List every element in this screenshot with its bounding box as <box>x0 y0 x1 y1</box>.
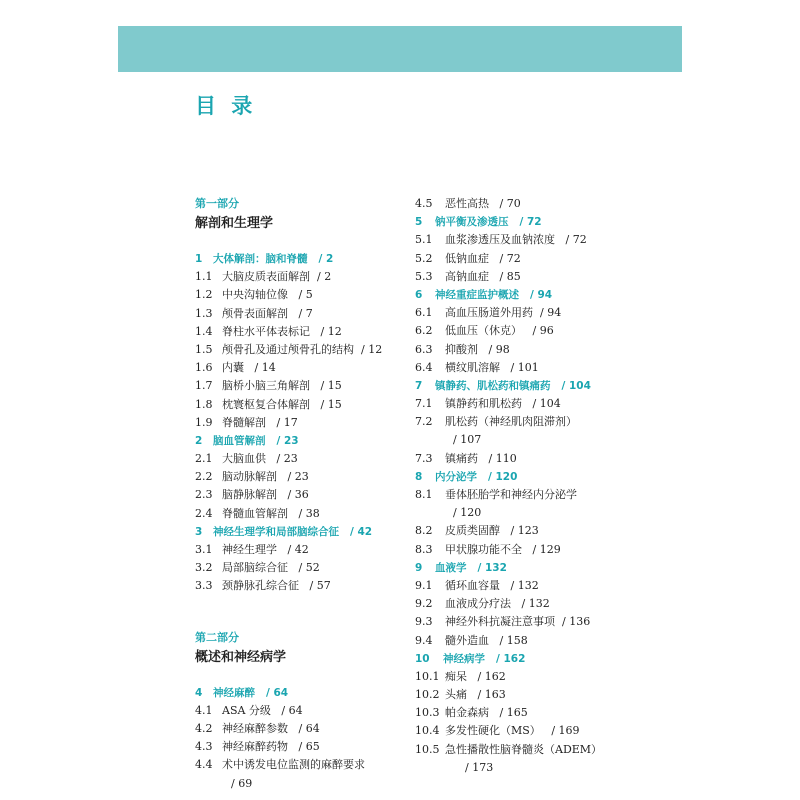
section-title: 镇静药和肌松药 <box>445 397 522 411</box>
toc-section-9-1[interactable] <box>415 577 665 595</box>
chapter-title: 血液学 <box>435 561 467 574</box>
section-number: 6.1 <box>415 306 433 320</box>
toc-section-9-3[interactable] <box>415 613 665 631</box>
section-number: 1.9 <box>195 415 213 429</box>
toc-section-7-3[interactable] <box>415 450 665 468</box>
page-ref: / 98 <box>488 342 510 356</box>
section-number: 2.4 <box>195 506 213 520</box>
section-number: 10.3 <box>415 706 440 720</box>
section-title: 神经麻醉药物 <box>222 740 288 754</box>
section-number: 4.2 <box>195 721 213 735</box>
page-ref: / 104 <box>532 397 561 411</box>
page-ref: / 69 <box>231 776 253 790</box>
page-ref: / 173 <box>465 760 494 774</box>
toc-column-right <box>415 195 665 777</box>
toc-section-10-5[interactable] <box>415 741 665 759</box>
toc-chapter-6[interactable] <box>415 286 665 304</box>
chapter-number: 2 <box>195 434 203 447</box>
chapter-number: 1 <box>195 253 203 265</box>
page-ref: / 94 <box>529 288 553 301</box>
page-ref: / 169 <box>551 724 580 738</box>
toc-column-left <box>195 195 405 793</box>
toc-chapter-2[interactable] <box>195 432 405 450</box>
section-number: 1.4 <box>195 324 213 338</box>
part-title: 解剖和生理学 <box>195 216 274 231</box>
page-ref: / 104 <box>561 379 591 392</box>
page-ref: / 64 <box>265 686 289 699</box>
section-title: 横纹肌溶解 <box>445 360 500 374</box>
toc-section-10-2[interactable] <box>415 686 665 704</box>
section-number: 10.1 <box>415 669 440 683</box>
toc-section-1-2[interactable] <box>195 286 405 304</box>
section-title: 脑动脉解剖 <box>222 470 277 484</box>
toc-section-3-3[interactable] <box>195 577 405 595</box>
chapter-title: 神经麻醉 <box>213 686 255 699</box>
toc-section-8-1[interactable] <box>415 486 665 504</box>
chapter-number: 8 <box>415 470 423 483</box>
toc-chapter-5[interactable] <box>415 213 665 231</box>
page-ref: / 163 <box>477 688 506 702</box>
section-title: 血液成分疗法 <box>445 597 511 611</box>
section-title: 术中诱发电位监测的麻醉要求 <box>222 758 365 772</box>
toc-section-6-4[interactable] <box>415 359 665 377</box>
toc-section-3-1[interactable] <box>195 541 405 559</box>
section-title: 神经外科抗凝注意事项 <box>445 615 555 629</box>
toc-section-10-1[interactable] <box>415 668 665 686</box>
section-title: 脑静脉解剖 <box>222 488 277 502</box>
toc-chapter-7[interactable] <box>415 377 665 395</box>
chapter-number: 6 <box>415 288 423 301</box>
section-title: 高钠血症 <box>445 269 489 283</box>
page-ref: / 136 <box>562 615 591 629</box>
section-number: 6.2 <box>415 324 433 338</box>
section-number: 1.7 <box>195 379 213 393</box>
toc-section-4-1[interactable] <box>195 702 405 720</box>
toc-chapter-3[interactable] <box>195 523 405 541</box>
page-ref: / 165 <box>499 706 528 720</box>
section-title: 低钠血症 <box>445 251 489 265</box>
section-number: 6.3 <box>415 342 433 356</box>
toc-chapter-8[interactable] <box>415 468 665 486</box>
toc-section-5-3[interactable] <box>415 268 665 286</box>
page-ref: / 72 <box>565 233 587 247</box>
toc-section-10-3[interactable] <box>415 704 665 722</box>
toc-section-8-3[interactable] <box>415 541 665 559</box>
section-title: 脑桥小脑三角解剖 <box>222 379 310 393</box>
section-number: 9.3 <box>415 615 433 629</box>
page-ref: / 64 <box>298 721 320 735</box>
toc-section-2-2[interactable] <box>195 468 405 486</box>
section-number: 2.3 <box>195 488 213 502</box>
toc-section-6-3[interactable] <box>415 341 665 359</box>
page-ref: / 23 <box>287 470 309 484</box>
page-ref: / 42 <box>349 525 373 538</box>
page-ref: / 57 <box>309 579 331 593</box>
toc-section-10-4[interactable] <box>415 722 665 740</box>
section-number: 9.4 <box>415 633 433 647</box>
section-number: 7.2 <box>415 415 433 429</box>
section-title: ASA 分级 <box>222 703 271 717</box>
chapter-title: 内分泌学 <box>435 470 477 483</box>
section-number: 10.4 <box>415 724 440 738</box>
section-number: 5.1 <box>415 233 433 247</box>
section-number: 4.1 <box>195 703 213 717</box>
toc-section-6-1[interactable] <box>415 304 665 322</box>
section-number: 8.2 <box>415 524 433 538</box>
chapter-number: 4 <box>195 686 203 699</box>
section-number: 3.1 <box>195 543 213 556</box>
section-number: 8.3 <box>415 542 433 556</box>
toc-section-9-2[interactable] <box>415 595 665 613</box>
section-title: 脊髓解剖 <box>222 415 266 429</box>
page-ref: / 12 <box>320 324 342 338</box>
page-ref: / 129 <box>532 542 561 556</box>
toc-section-4-5[interactable] <box>415 195 665 213</box>
section-number: 5.3 <box>415 269 433 283</box>
page-ref: / 120 <box>487 470 518 483</box>
page-ref: / 7 <box>298 306 313 320</box>
section-number: 1.8 <box>195 397 213 411</box>
toc-section-2-3[interactable] <box>195 486 405 504</box>
page-ref: / 12 <box>361 342 383 356</box>
section-number: 1.1 <box>195 270 213 284</box>
section-title: 局部脑综合征 <box>222 561 288 575</box>
part-label: 第一部分 <box>195 197 239 210</box>
page-ref: / 94 <box>540 306 562 320</box>
toc-chapter-4[interactable] <box>195 684 405 702</box>
page-ref: / 96 <box>532 324 554 338</box>
page-ref: / 72 <box>519 216 542 229</box>
section-title: 髓外造血 <box>445 633 489 647</box>
section-title: 急性播散性脑脊髓炎（ADEM） <box>445 742 603 756</box>
section-number: 3.3 <box>195 579 213 593</box>
section-title: 神经麻醉参数 <box>222 721 288 735</box>
section-title: 内囊 <box>222 361 244 375</box>
part-title: 概述和神经病学 <box>195 649 287 665</box>
section-number: 2.1 <box>195 452 213 466</box>
section-title: 枕寰枢复合体解剖 <box>222 397 310 411</box>
toc-section-1-1[interactable] <box>195 268 405 286</box>
chapter-number: 5 <box>415 216 423 229</box>
section-title: 颈静脉孔综合征 <box>222 579 299 593</box>
page-ref: / 2 <box>317 270 332 284</box>
page-ref: / 120 <box>453 506 482 520</box>
page-ref: / 23 <box>276 434 299 447</box>
chapter-number: 7 <box>415 379 423 392</box>
section-title: 血浆渗透压及血钠浓度 <box>445 233 555 247</box>
section-number: 9.1 <box>415 578 433 592</box>
section-title: 甲状腺功能不全 <box>445 542 522 556</box>
page-ref: / 2 <box>318 253 334 265</box>
page-ref: / 72 <box>499 251 521 265</box>
section-number: 8.1 <box>415 488 433 501</box>
page-ref: / 36 <box>287 488 309 502</box>
section-title: 头痛 <box>445 688 467 702</box>
toc-section-6-2[interactable] <box>415 322 665 340</box>
page-ref: / 162 <box>477 669 506 683</box>
section-title: 帕金森病 <box>445 706 489 720</box>
toc-section-1-9[interactable] <box>195 414 405 432</box>
chapter-title: 神经重症监护概述 <box>435 288 519 301</box>
section-title: 多发性硬化（MS） <box>445 724 541 738</box>
toc-section-8-2[interactable] <box>415 522 665 540</box>
section-title: 脊柱水平体表标记 <box>222 324 310 338</box>
section-title: 恶性高热 <box>445 197 489 210</box>
section-number: 9.2 <box>415 597 433 611</box>
page-ref: / 17 <box>276 415 298 429</box>
page-ref: / 38 <box>298 506 320 520</box>
page-ref: / 132 <box>521 597 550 611</box>
section-title: 痴呆 <box>445 669 467 683</box>
page-ref: / 5 <box>298 288 313 302</box>
section-title: 循环血容量 <box>445 578 500 592</box>
chapter-title: 钠平衡及渗透压 <box>435 216 509 229</box>
section-title: 镇痛药 <box>445 451 478 465</box>
section-number: 4.3 <box>195 740 213 754</box>
section-title: 大脑血供 <box>222 452 266 466</box>
page-ref: / 52 <box>298 561 320 575</box>
page-ref: / 65 <box>298 740 320 754</box>
section-number: 10.2 <box>415 688 440 702</box>
toc-chapter-1[interactable] <box>195 250 405 268</box>
page-ref: / 123 <box>510 524 539 538</box>
section-title: 低血压（休克） <box>445 324 522 338</box>
section-title: 抑酸剂 <box>445 342 478 356</box>
section-title: 颅骨孔及通过颅骨孔的结构 <box>222 342 354 356</box>
toc-section-2-4[interactable] <box>195 505 405 523</box>
toc-section-4-4[interactable] <box>195 756 405 774</box>
section-title: 肌松药（神经肌肉阻滞剂） <box>445 415 577 429</box>
page-ref: / 158 <box>499 633 528 647</box>
section-title: 皮质类固醇 <box>445 524 500 538</box>
page-ref: / 162 <box>495 652 526 665</box>
chapter-title: 神经病学 <box>443 652 485 665</box>
toc-section-1-7[interactable] <box>195 377 405 395</box>
page-ref: / 132 <box>477 561 507 574</box>
toc-section-5-1[interactable] <box>415 231 665 249</box>
section-number: 7.3 <box>415 451 433 465</box>
page-ref: / 23 <box>276 452 298 466</box>
toc-section-2-1[interactable] <box>195 450 405 468</box>
toc-section-1-3[interactable] <box>195 305 405 323</box>
toc-section-7-1[interactable] <box>415 395 665 413</box>
section-title: 高血压肠道外用药 <box>445 306 533 320</box>
section-number: 7.1 <box>415 397 433 411</box>
section-number: 1.5 <box>195 342 213 356</box>
section-number: 4.5 <box>415 197 433 210</box>
section-number: 1.6 <box>195 361 213 375</box>
page-ref: / 132 <box>510 578 539 592</box>
page-title: 目 录 <box>195 94 257 118</box>
section-number: 2.2 <box>195 470 213 484</box>
section-title: 大脑皮质表面解剖 <box>222 270 310 284</box>
toc-section-7-2[interactable] <box>415 413 665 431</box>
page-ref: / 15 <box>320 397 342 411</box>
section-title: 神经生理学 <box>222 543 277 556</box>
toc-section-3-2[interactable] <box>195 559 405 577</box>
toc-section-1-5[interactable] <box>195 341 405 359</box>
section-number: 3.2 <box>195 561 213 575</box>
page-ref: / 107 <box>453 433 482 447</box>
header-banner <box>118 26 682 72</box>
section-title: 脊髓血管解剖 <box>222 506 288 520</box>
chapter-title: 脑血管解剖 <box>213 434 266 447</box>
section-number: 4.4 <box>195 758 213 772</box>
page-ref: / 42 <box>287 543 309 556</box>
page-ref: / 110 <box>488 451 517 465</box>
chapter-title: 神经生理学和局部脑综合征 <box>213 525 339 538</box>
page-ref: / 14 <box>254 361 276 375</box>
page-ref: / 70 <box>499 197 521 210</box>
section-number: 5.2 <box>415 251 433 265</box>
section-number: 6.4 <box>415 360 433 374</box>
section-number: 1.2 <box>195 288 213 302</box>
page-ref: / 85 <box>499 269 521 283</box>
chapter-number: 3 <box>195 525 203 538</box>
chapter-number: 9 <box>415 561 423 574</box>
toc-section-4-2[interactable] <box>195 720 405 738</box>
page-ref: / 101 <box>510 360 539 374</box>
toc-section-1-6[interactable] <box>195 359 405 377</box>
toc-chapter-10[interactable] <box>415 650 665 668</box>
toc-section-1-4[interactable] <box>195 323 405 341</box>
toc-section-5-2[interactable] <box>415 250 665 268</box>
chapter-number: 10 <box>415 652 430 665</box>
chapter-title: 镇静药、肌松药和镇痛药 <box>435 379 551 392</box>
page-ref: / 15 <box>320 379 342 393</box>
section-number: 10.5 <box>415 742 440 756</box>
toc-section-4-3[interactable] <box>195 738 405 756</box>
toc-chapter-9[interactable] <box>415 559 665 577</box>
toc-section-9-4[interactable] <box>415 632 665 650</box>
page-ref: / 64 <box>281 703 303 717</box>
chapter-title: 大体解剖：脑和脊髓 <box>213 253 308 265</box>
section-number: 1.3 <box>195 306 213 320</box>
toc-section-1-8[interactable] <box>195 396 405 414</box>
section-title: 颅骨表面解剖 <box>222 306 288 320</box>
section-title: 垂体胚胎学和神经内分泌学 <box>445 488 577 501</box>
section-title: 中央沟轴位像 <box>222 288 288 302</box>
part-label: 第二部分 <box>195 630 239 644</box>
